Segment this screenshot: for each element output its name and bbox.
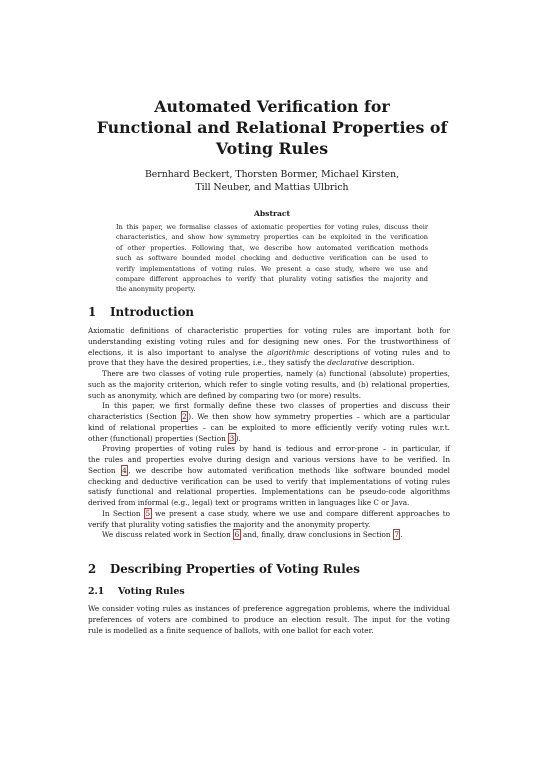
text-line: In this paper, we first formally define these two classes of properties and discuss their (102, 401, 450, 411)
section-link[interactable]: 2 (182, 412, 187, 421)
text-line: We discuss related work in Section 6 and, finally, draw conclusions in Section 7 . (102, 530, 403, 540)
section-title: Introduction (110, 305, 195, 319)
text-line: We consider voting rules as instances of preference aggregation problems, where the individual (88, 604, 450, 613)
title-line: Automated Verification for (154, 97, 390, 116)
text-line: checking and deductive verification can be used to verify that implementations of voting rules (88, 476, 450, 486)
text-line: other (functional) properties (Section 3 ). (88, 433, 241, 443)
section-link[interactable]: 5 (145, 508, 151, 518)
text-line: verify that plurality voting satisfies the majority and the anonymity property. (88, 519, 371, 529)
abstract-line: the anonymity property. (116, 285, 196, 294)
text-line: such as the majority criterion, which refer to single voting results, and (b) relational properties, (88, 379, 450, 389)
voting-rules-body (88, 604, 450, 636)
introduction-body (88, 326, 450, 541)
abstract-line: characteristics, and show how symmetry properties can be exploited in the verification (116, 233, 428, 242)
subsection-number: 2.1 (88, 586, 105, 597)
text-line: the rules and properties evolve during design and various versions have to be verified. In (88, 455, 450, 464)
text-line: In Section 5 we present a case study, where we use and compare different approaches to (102, 508, 451, 518)
text-line: Section 4 , we describe how automated verification methods like software bounded model (88, 465, 451, 475)
section-heading-introduction (88, 305, 194, 319)
section-link[interactable]: 6 (234, 530, 240, 540)
text-line: elections, it is also important to analyse the algorithmic descriptions of voting rules and to (88, 347, 450, 357)
author-line: Bernhard Beckert, Thorsten Bormer, Michael Kirsten, (144, 169, 400, 180)
text-line: rule is modelled as a finite sequence of ballots, with one ballot for each voter. (88, 625, 374, 635)
subsection-title: Voting Rules (118, 586, 185, 597)
text-line: Proving properties of voting rules by hand is tedious and error-prone – in particular, if (102, 444, 450, 454)
abstract-heading: Abstract (253, 209, 291, 218)
abstract-line: such as software bounded model checking and deductive verification can be used to (116, 254, 428, 263)
section-number: 1 (88, 305, 97, 319)
text-line: understanding existing voting rules and for designing new ones. For the trustworthiness of (88, 336, 450, 346)
abstract-line: In this paper, we formalise classes of axiomatic properties for voting rules, discuss their (116, 223, 428, 231)
abstract-body (116, 222, 428, 295)
abstract-line: of other properties. Following that, we describe how automated verification methods (116, 243, 428, 252)
title-line: Functional and Relational Properties of (96, 118, 448, 137)
abstract-line: compare different approaches to verify that plurality voting satisfies the majority and (116, 275, 428, 284)
section-link[interactable]: 7 (394, 530, 399, 540)
section-heading-describing-properties (88, 562, 360, 576)
section-link[interactable]: 4 (122, 465, 127, 475)
text-line: There are two classes of voting rule properties, namely (a) functional (absolute) properties, (102, 369, 450, 378)
text-line: derived from informal (e.g., legal) text or programs written in languages like C or Java. (88, 498, 410, 507)
title-line: Voting Rules (215, 139, 329, 158)
text-line: satisfy functional and relational properties. Implementations can be pseudo-code algorithms (88, 487, 450, 497)
text-line: kind of relational properties – can be exploited to more efficiently verify voting rules w.r.t. (88, 422, 450, 432)
emphasis: algorithmic (267, 347, 310, 357)
text-line: characteristics (Section 2 ). We then show how symmetry properties – which are a particular (88, 412, 450, 421)
author-line: Till Neuber, and Mattias Ulbrich (195, 181, 349, 193)
paper-title (0, 96, 544, 159)
text-line: such as anonymity, which are defined by comparing two (or more) results. (88, 390, 362, 400)
text-line: preferences of voters are combined to produce an election result. The input for the voting (88, 614, 450, 624)
text-line: Axiomatic definitions of characteristic properties for voting rules are important both for (88, 326, 450, 335)
author-list (0, 169, 544, 194)
section-number: 2 (88, 562, 97, 576)
emphasis: declarative (327, 358, 369, 368)
subsection-heading-voting-rules (88, 586, 185, 597)
abstract-line: verify implementations of voting rules. We present a case study, where we use and (116, 264, 428, 273)
text-line: prove that they have the desired properties, i.e., they satisfy the declarative description. (88, 358, 415, 368)
section-link[interactable]: 3 (229, 433, 235, 443)
section-title: Describing Properties of Voting Rules (110, 562, 360, 576)
